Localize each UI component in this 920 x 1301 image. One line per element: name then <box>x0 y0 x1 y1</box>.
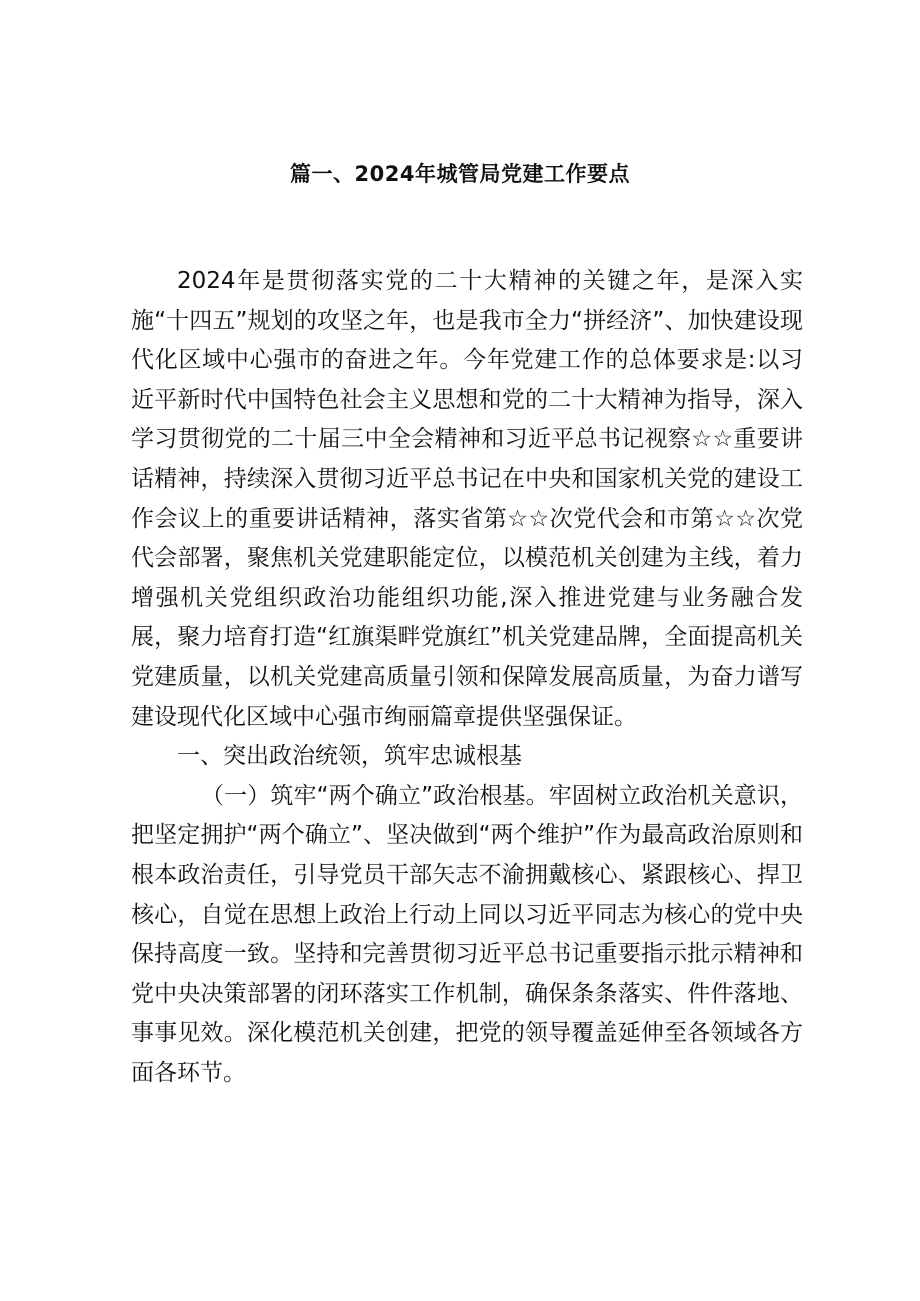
subsection-paragraph: （一）筑牢“两个确立”政治根基。牢固树立政治机关意识，把坚定拥护“两个确立”、坚决做到“两个维护”作为最高政治原则和根本政治责任，引导党员干部矢志不渝拥戴核心、紧跟核心、捍卫核心，自觉在思想上政治上行动上同以习近平同志为核心的党中央保持高度一致。坚持和完善贯彻习近平总书记重要指示批示精神和党中央决策部署的闭环落实工作机制，确保条条落实、件件落地、事事见效。深化模范机关创建，把党的领导覆盖延伸至各领域各方面各环节。 <box>131 782 803 1086</box>
document-body <box>131 262 803 1093</box>
section-heading: 一、突出政治统领，筑牢忠诚根基 <box>177 743 522 770</box>
document-title: 篇一、2024年城管局党建工作要点 <box>290 162 630 186</box>
intro-paragraph: 2024年是贯彻落实党的二十大精神的关键之年，是深入实施“十四五”规划的攻坚之年，也是我市全力“拼经济”、加快建设现代化区域中心强市的奋进之年。今年党建工作的总体要求是:以习近平新时代中国特色社会主义思想和党的二十大精神为指导，深入学习贯彻党的二十届三中全会精神和习近平总书记视察☆☆重要讲话精神，持续深入贯彻习近平总书记在中央和国家机关党的建设工作会议上的重要讲话精神，落实省第☆☆次党代会和市第☆☆次党代会部署，聚焦机关党建职能定位，以模范机关创建为主线，着力增强机关党组织政治功能组织功能,深入推进党建与业务融合发展，聚力培育打造“红旗渠畔党旗红”机关党建品牌，全面提高机关党建质量，以机关党建高质量引领和保障发展高质量，为奋力谱写建设现代化区域中心强市绚丽篇章提供坚强保证。 <box>131 268 803 730</box>
